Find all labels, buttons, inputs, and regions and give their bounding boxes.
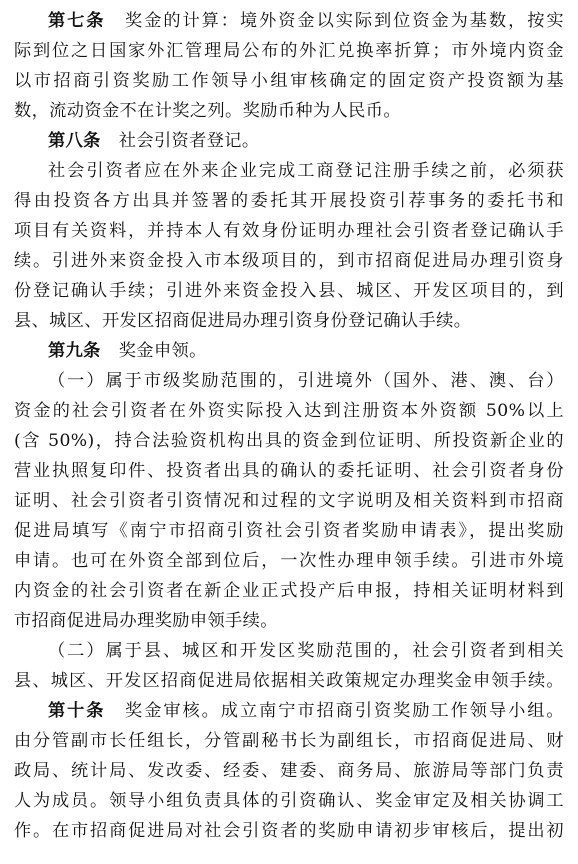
article-9-line-2: （一）属于市级奖励范围的，引进境外（国外、港、澳、台） bbox=[48, 371, 564, 391]
article-7-line-1 bbox=[48, 6, 564, 36]
article-9-line-11: （二）属于县、城区和开发区奖励范围的，社会引资者到相关 bbox=[48, 641, 564, 661]
article-10-line-5: 作。在市招商促进局对社会引资者的奖励申请初步审核后，提出初 bbox=[14, 821, 564, 841]
article-9-line-8: 申请。也可在外资全部到位后，一次性办理申领手续。引进市外境 bbox=[14, 551, 564, 571]
article-8-line-2: 社会引资者应在外来企业完成工商登记注册手续之前，必须获 bbox=[48, 161, 564, 181]
article-10-heading: 第十条 bbox=[48, 701, 106, 721]
article-9-text: 奖金申领。 bbox=[118, 341, 207, 361]
article-7-line-3: 以市招商引资奖励工作领导小组审核确定的固定资产投资额为基 bbox=[14, 71, 564, 91]
article-8-line-7: 县、城区、开发区招商促进局办理引资身份登记确认手续。 bbox=[14, 311, 472, 331]
article-7-text: 奖金的计算：境外资金以实际到位资金为基数，按实 bbox=[123, 11, 565, 31]
article-10-line-1 bbox=[48, 696, 564, 726]
article-10-line-2: 由分管副市长任组长，分管副秘书长为副组长，市招商促进局、财 bbox=[14, 731, 564, 751]
article-9-line-9: 内资金的社会引资者在新企业正式投产后申报，持相关证明材料到 bbox=[14, 581, 564, 601]
article-7-line-4: 数，流动资金不在计奖之列。奖励币种为人民币。 bbox=[14, 101, 401, 121]
article-9-line-6: 证明、社会引资者引资情况和过程的文字说明及相关资料到市招商 bbox=[14, 491, 564, 511]
article-10-text: 奖金审核。成立南宁市招商引资奖励工作领导小组。 bbox=[123, 701, 565, 721]
article-9-line-7: 促进局填写《南宁市招商引资社会引资者奖励申请表》，提出奖励 bbox=[14, 521, 564, 541]
article-8-heading: 第八条 bbox=[48, 131, 101, 151]
article-9-line-3: 资金的社会引资者在外资实际投入达到注册资本外资额 50%以上 bbox=[14, 401, 564, 421]
article-8-text: 社会引资者登记。 bbox=[118, 131, 260, 151]
article-8-line-1 bbox=[48, 126, 564, 156]
article-9-line-5: 营业执照复印件、投资者出具的确认的委托证明、社会引资者身份 bbox=[14, 461, 564, 481]
article-9-heading: 第九条 bbox=[48, 341, 101, 361]
article-9-line-1 bbox=[48, 336, 564, 366]
article-9-line-10: 市招商促进局办理奖励申领手续。 bbox=[14, 611, 278, 631]
article-9-line-4: (含 50%)，持合法验资机构出具的资金到位证明、所投资新企业的 bbox=[14, 431, 564, 451]
article-10-line-3: 政局、统计局、发改委、经委、建委、商务局、旅游局等部门负责 bbox=[14, 761, 564, 781]
article-7-line-2: 际到位之日国家外汇管理局公布的外汇兑换率折算；市外境内资金 bbox=[14, 41, 564, 61]
article-7-heading: 第七条 bbox=[48, 11, 106, 31]
article-9-line-12: 县、城区、开发区招商促进局依据相关政策规定办理奖金申领手续。 bbox=[14, 671, 564, 691]
article-8-line-5: 续。引进外来资金投入市本级项目的，到市招商促进局办理引资身 bbox=[14, 251, 564, 271]
article-8-line-6: 份登记确认手续；引进外来资金投入县、城区、开发区项目的，到 bbox=[14, 281, 564, 301]
article-10-line-4: 人为成员。领导小组负责具体的引资确认、奖金审定及相关协调工 bbox=[14, 791, 564, 811]
article-8-line-3: 得由投资各方出具并签署的委托其开展投资引荐事务的委托书和 bbox=[14, 191, 564, 211]
article-8-line-4: 项目有关资料，并持本人有效身份证明办理社会引资者登记确认手 bbox=[14, 221, 564, 241]
